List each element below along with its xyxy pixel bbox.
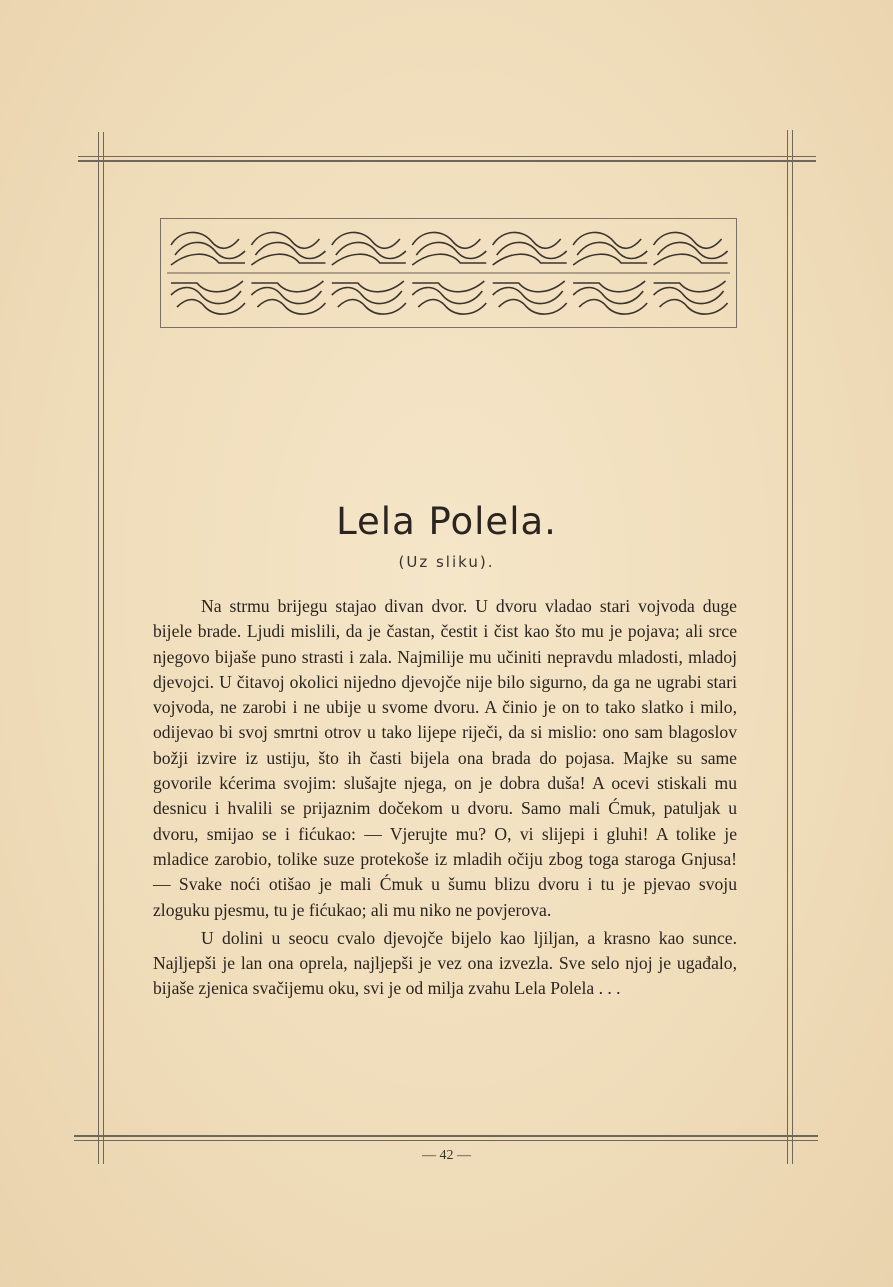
ornament-wave-upper	[573, 232, 647, 265]
ornament-wave-upper	[493, 232, 567, 265]
story-title: Lela Polela.	[336, 500, 557, 543]
ornament-wave-upper	[171, 232, 245, 265]
frame-top-rule-outer	[78, 156, 816, 157]
frame-left-rule-inner	[103, 132, 104, 1164]
ornament-wave-upper	[251, 232, 325, 265]
ornament-wave-upper	[412, 232, 486, 265]
frame-right-rule-outer	[787, 130, 788, 1164]
ornament-wave-lower	[251, 281, 325, 314]
ornament-wave-lower	[332, 281, 406, 314]
ornament-wave-lower	[493, 281, 567, 314]
ornament-wave-upper	[654, 232, 728, 265]
ornament-wave-lower	[171, 281, 245, 314]
frame-bottom-rule-inner	[74, 1140, 818, 1141]
frame-right-rule-inner	[792, 130, 793, 1164]
decorative-wave-ornament	[160, 218, 737, 328]
ornament-wave-upper	[332, 232, 406, 265]
story-paragraph: U dolini u seocu cvalo djevojče bijelo kao ljiljan, a krasno kao sunce. Najljepši je lan ona oprela, najljepši je vez ona izvezla. Sve selo njoj je ugađalo, bijaše zjenica svačijemu oku, svi je od milja zvahu Lela Polela . . .	[153, 927, 737, 999]
story-body	[153, 594, 737, 1002]
ornament-wave-lower	[654, 281, 728, 314]
frame-top-rule-inner	[78, 160, 816, 162]
frame-bottom-rule-outer	[74, 1135, 818, 1137]
page-number: — 42 —	[422, 1148, 471, 1163]
ornament-wave-lower	[412, 281, 486, 314]
story-paragraph: Na strmu brijegu stajao divan dvor. U dvoru vladao stari vojvoda duge bijele brade. Ljudi mislili, da je častan, čestit i čist kao što mu je pojava; ali srce njegovo bijaše puno strasti i zala. Najmilije mu učiniti nepravdu mladosti, mladoj djevojci. U čitavoj okolici nijedno djevojče nije bilo sigurno, da ga ne ugrabi stari vojvoda, ne zarobi i ne ubije u svome dvoru. A činio je on to tako slatko i milo, odijevao bi svoj smrtni otrov u tako lijepe riječi, da si mislio: ono sam blagoslov božji izvire iz ustiju, što ih časti bijela ona brada do pojasa. Majke su same govorile kćerima svojim: slušajte njega, on je dobra duša! A ocevi stiskali mu desnicu i hvalili se prijaznim dočekom u dvoru. Samo mali Ćmuk, patuljak u dvoru, smijao se i fićukao: — Vjerujte mu? O, vi slijepi i gluhi! A tolike je mladice zarobio, tolike suze protekoše iz mladih očiju zbog toga staroga Gnjusa! — Svake noći otišao je mali Ćmuk u šumu blizu dvoru i tu je pjevao svoju zloguku pjesmu, tu je fićukao; ali mu niko ne povjerova.	[153, 596, 737, 920]
frame-left-rule-outer	[98, 132, 99, 1164]
wave-ornament-graphic	[167, 225, 730, 321]
story-subtitle: (Uz sliku).	[398, 553, 495, 571]
ornament-wave-lower	[573, 281, 647, 314]
